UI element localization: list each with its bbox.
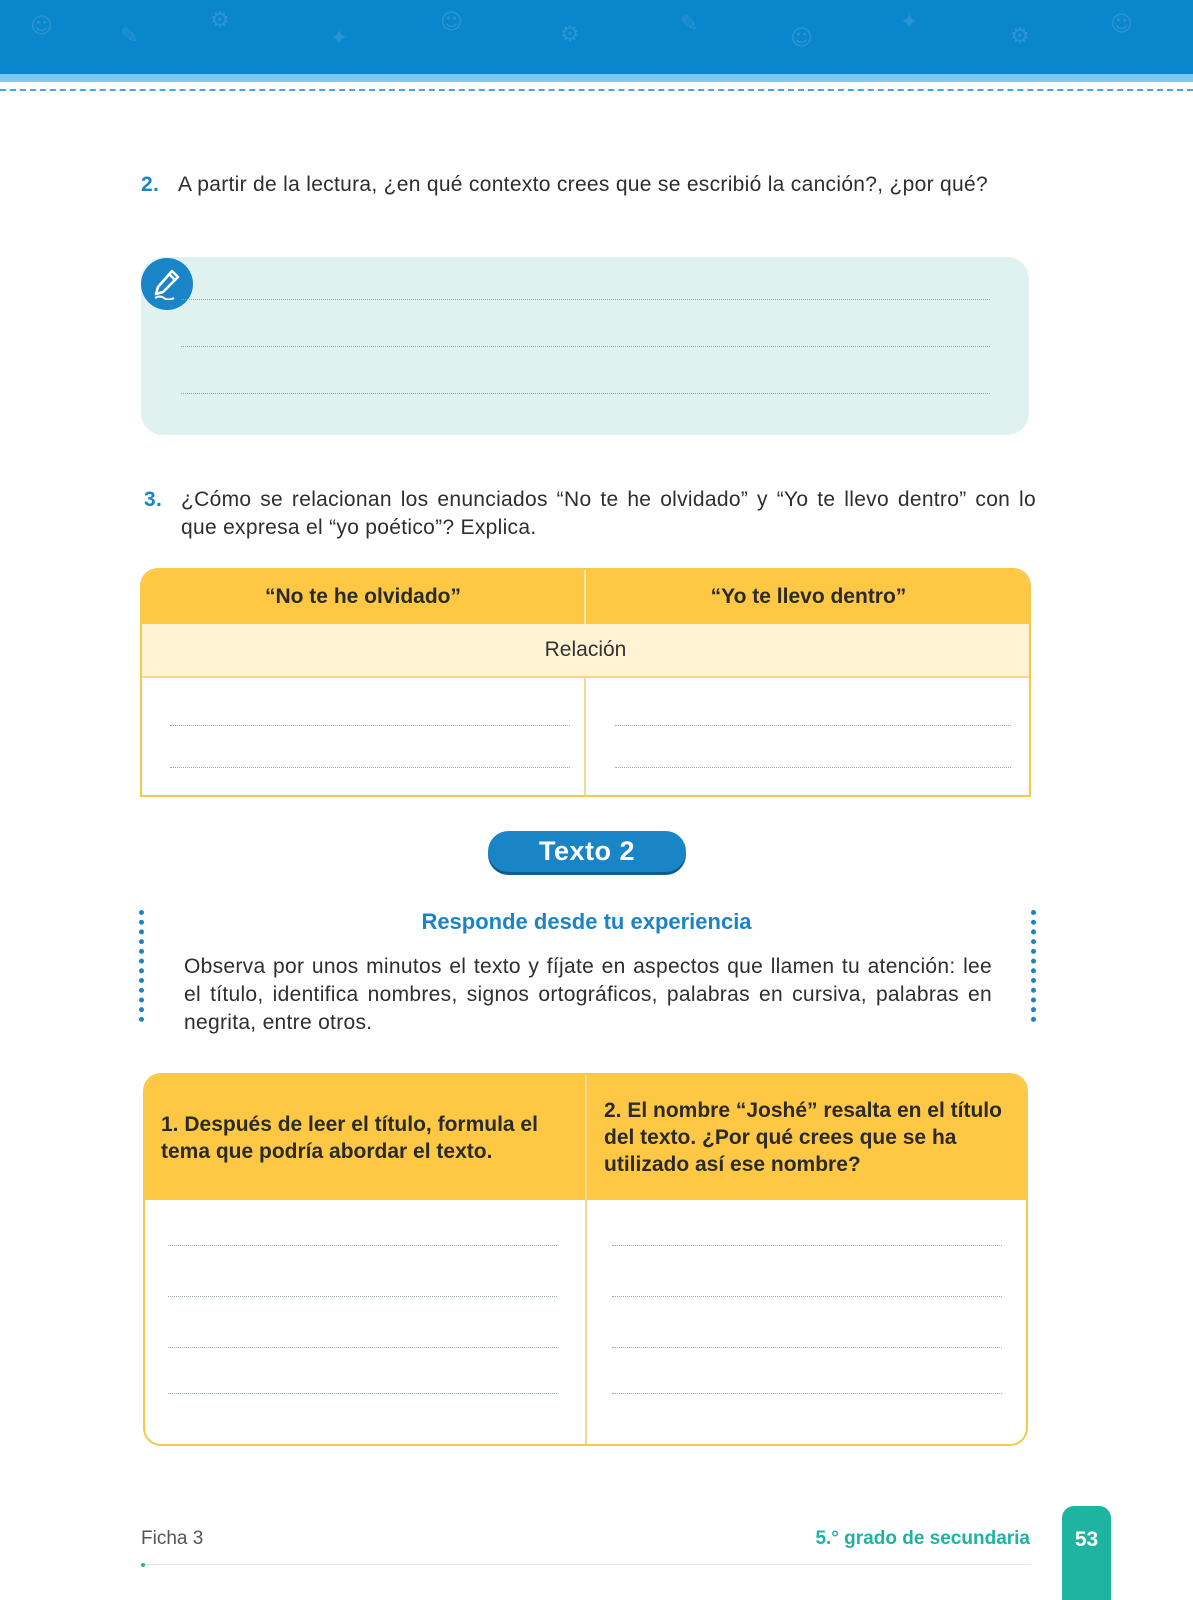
answer-line[interactable] (181, 393, 990, 394)
footer-dot (141, 1563, 145, 1567)
doodle-icon: ☺ (1110, 12, 1133, 37)
question-number: 2. (141, 173, 160, 196)
section-pill: Texto 2 (488, 831, 686, 872)
header-band (0, 0, 1193, 82)
answer-line[interactable] (168, 1296, 557, 1297)
answer-line[interactable] (181, 346, 990, 347)
answer-line[interactable] (168, 1245, 557, 1246)
doodle-icon: ✦ (330, 26, 349, 51)
footer-grade: 5.° grado de secundaria (815, 1528, 1030, 1549)
doodle-icon: ☺ (790, 26, 813, 51)
question-text: A partir de la lectura, ¿en qué contexto crees que se escribió la canción?, ¿por qué? (178, 173, 988, 196)
page-number: 53 (1062, 1506, 1111, 1600)
table-header-cell: “No te he olvidado” (142, 570, 584, 624)
section-title: Responde desde tu experiencia (421, 909, 752, 934)
header-dashed-divider (0, 89, 1193, 91)
answer-line[interactable] (615, 725, 1011, 726)
doodle-icon: ⚙ (1010, 24, 1030, 49)
column-divider (585, 1075, 587, 1444)
relation-table (140, 568, 1031, 797)
answer-line[interactable] (612, 1245, 1002, 1246)
doodle-icon: ⚙ (560, 22, 580, 47)
table-header-cell: “Yo te llevo dentro” (586, 570, 1031, 624)
answer-line[interactable] (612, 1393, 1002, 1394)
answer-line[interactable] (612, 1296, 1002, 1297)
answer-line[interactable] (170, 725, 570, 726)
prediction-table (143, 1073, 1028, 1446)
table-subheader: Relación (142, 624, 1029, 678)
column-divider (584, 678, 586, 797)
doodle-icon: ⚙ (210, 8, 230, 33)
doodle-icon: ✎ (120, 24, 139, 49)
header-divider (584, 570, 586, 624)
doodle-icon: ☺ (30, 14, 53, 39)
question-2 (141, 171, 1029, 199)
answer-line[interactable] (170, 767, 570, 768)
footer-ficha: Ficha 3 (141, 1528, 204, 1549)
question-3 (144, 486, 1036, 542)
doodle-icon: ✎ (680, 12, 699, 37)
answer-line[interactable] (168, 1347, 557, 1348)
pencil-icon (141, 258, 193, 310)
section-body: Observa por unos minutos el texto y fíjate en aspectos que llamen tu atención: lee el título, identifica nombres, signos ortográficos, palabras en cursiva, palabras en negrita, entre otros. (184, 955, 992, 1034)
doodle-icon: ☺ (440, 10, 463, 35)
question-text: ¿Cómo se relacionan los enunciados “No te he olvidado” y “Yo te llevo dentro” con lo que expresa el “yo poético”? Explica. (181, 488, 1036, 539)
footer-divider (141, 1564, 1031, 1565)
table-header-cell: 2. El nombre “Joshé” resalta en el título del texto. ¿Por qué crees que se ha utilizado así ese nombre? (587, 1075, 1028, 1200)
question-number: 3. (144, 488, 163, 511)
doodle-icon: ✦ (900, 10, 919, 35)
answer-line[interactable] (615, 767, 1011, 768)
header-stripe (0, 74, 1193, 82)
answer-line[interactable] (612, 1347, 1002, 1348)
answer-line[interactable] (168, 1393, 557, 1394)
table-header-cell: 1. Después de leer el título, formula el tema que podría abordar el texto. (145, 1075, 585, 1200)
answer-line[interactable] (181, 299, 990, 300)
